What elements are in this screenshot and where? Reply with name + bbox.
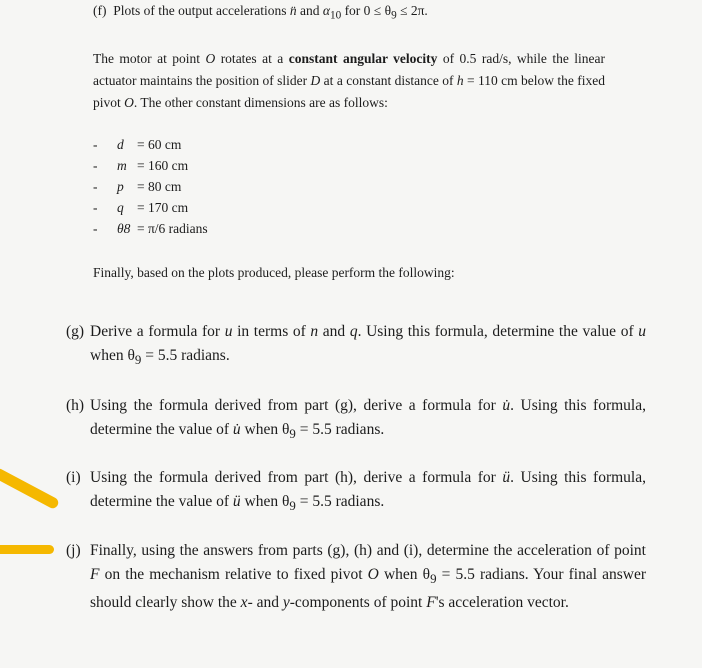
question-j: [66, 539, 646, 615]
question-g-label: (g): [66, 323, 85, 340]
dimension-item: - θ8 = π/6 radians: [93, 221, 208, 236]
question-g: [66, 320, 646, 372]
dimension-item: - p = 80 cm: [93, 179, 182, 194]
part-f-label: (f): [93, 3, 107, 18]
dimension-item: - q = 170 cm: [93, 200, 189, 215]
finally-line: Finally, based on the plots produced, please perform the following:: [93, 265, 455, 280]
dimension-item: - d = 60 cm: [93, 137, 182, 152]
dimension-item: - m = 160 cm: [93, 158, 189, 173]
question-j-label: (j): [66, 542, 81, 559]
question-i: [66, 466, 646, 518]
question-j-text: Finally, using the answers from parts (g), (h) and (i), determine the acceleration of point F on the mechanism relative to fixed pivot O when $\theta_9 = 5.5$ radians. Your final answer should clearly show the x- and y-components of point F's acceleration vector.: [90, 542, 647, 612]
question-h-label: (h): [66, 397, 85, 414]
question-i-text: Using the formula derived from part (h), derive a formula for ü. Using this formula, determine the value of ü when $\theta_9 = 5.5$ radians.: [90, 469, 646, 514]
intro-paragraph: The motor at point O rotates at a constant angular velocity of 0.5 rad/s, while the linear actuator maintains the position of slider D at a constant distance of h = 110 cm below the fixed pivot O. The other constant dimensions are as follows:: [93, 51, 606, 110]
part-f-line: (f) Plots of the output accelerations n̈ and $\alpha_{10}$ for $0 \le \theta_9 \le 2\pi$.: [93, 3, 428, 22]
question-h-text: Using the formula derived from part (g), derive a formula for u̇. Using this formula, determine the value of u̇ when $\theta_9 = 5.5$ radians.: [90, 397, 646, 442]
question-i-label: (i): [66, 469, 81, 486]
question-g-text: Derive a formula for u in terms of n and q. Using this formula, determine the value of u when $\theta_9 = 5.5$ radians.: [90, 323, 646, 368]
highlighter-mark-1: [0, 467, 60, 511]
question-h: [66, 394, 646, 446]
highlighter-mark-2: [0, 545, 54, 554]
